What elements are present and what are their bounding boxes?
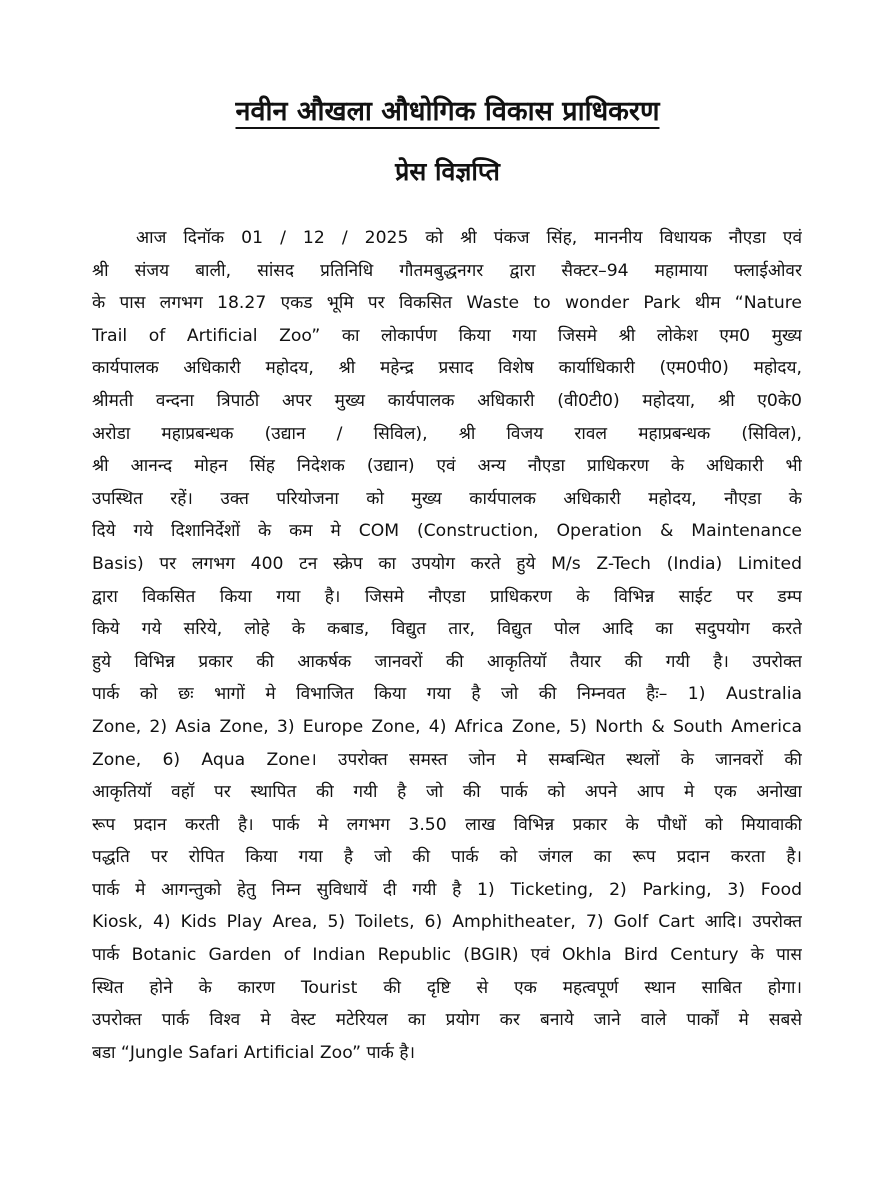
body-line: किये गये सरिये, लोहे के कबाड, विद्युत तार, विद्युत पोल आदि का सदुपयोग करते	[92, 619, 802, 640]
body-line: Trail of Artificial Zoo” का लोकार्पण किया गया जिसमे श्री लोकेश एम0 मुख्य	[92, 325, 802, 346]
body-line: पार्क को छः भागों मे विभाजित किया गया है जो की निम्नवत हैः– 1) Australia	[92, 684, 802, 705]
body-line: द्वारा विकसित किया गया है। जिसमे नौएडा प्राधिकरण के विभिन्न साईट पर डम्प	[92, 586, 802, 607]
body-line: श्रीमती वन्दना त्रिपाठी अपर मुख्य कार्यपालक अधिकारी (वी0टी0) महोदया, श्री ए0के0	[92, 390, 802, 411]
body-line: उपस्थित रहें। उक्त परियोजना को मुख्य कार्यपालक अधिकारी महोदय, नौएडा के	[92, 488, 802, 509]
body-line: रूप प्रदान करती है। पार्क मे लगभग 3.50 लाख विभिन्न प्रकार के पौधों को मियावाकी	[92, 814, 802, 835]
body-line: कार्यपालक अधिकारी महोदय, श्री महेन्द्र प्रसाद विशेष कार्याधिकारी (एम0पी0) महोदय,	[92, 358, 802, 379]
body-line: Basis) पर लगभग 400 टन स्क्रेप का उपयोग करते हुये M/s Z-Tech (India) Limited	[92, 553, 802, 574]
body-line: पार्क मे आगन्तुको हेतु निम्न सुविधायें दी गयी है 1) Ticketing, 2) Parking, 3) Food	[92, 879, 802, 900]
body-line: Zone, 6) Aqua Zone। उपरोक्त समस्त जोन मे सम्बन्धित स्थलों के जानवरों की	[92, 749, 802, 770]
body-line: पद्धति पर रोपित किया गया है जो की पार्क को जंगल का रूप प्रदान करता है।	[92, 847, 802, 868]
body-line: स्थित होने के कारण Tourist की दृष्टि से एक महत्वपूर्ण स्थान साबित होगा।	[92, 977, 802, 998]
body-line: दिये गये दिशानिर्देशों के कम मे COM (Construction, Operation & Maintenance	[92, 521, 802, 542]
document-subtitle: प्रेस विज्ञप्ति	[395, 157, 500, 186]
body-line: Kiosk, 4) Kids Play Area, 5) Toilets, 6) Amphitheater, 7) Golf Cart आदि। उपरोक्त	[92, 912, 802, 933]
body-line: बडा “Jungle Safari Artificial Zoo” पार्क है।	[92, 1042, 415, 1063]
body-line: श्री संजय बाली, सांसद प्रतिनिधि गौतमबुद्धनगर द्वारा सैक्टर–94 महामाया फ्लाईओवर	[92, 260, 802, 281]
body-line: के पास लगभग 18.27 एकड भूमि पर विकसित Waste to wonder Park थीम “Nature	[92, 293, 802, 314]
body-line: अरोडा महाप्रबन्धक (उद्यान / सिविल), श्री विजय रावल महाप्रबन्धक (सिविल),	[92, 423, 802, 444]
body-line: Zone, 2) Asia Zone, 3) Europe Zone, 4) Africa Zone, 5) North & South America	[92, 716, 802, 737]
body-line: आकृतियॉ वहॉ पर स्थापित की गयी है जो की पार्क को अपने आप मे एक अनोखा	[92, 782, 802, 803]
body-line: हुये विभिन्न प्रकार की आकर्षक जानवरों की आकृतियॉ तैयार की गयी है। उपरोक्त	[92, 651, 802, 672]
document-title	[0, 92, 895, 132]
document-title-text: नवीन औखला औधोगिक विकास प्राधिकरण	[235, 96, 660, 127]
body-line: पार्क Botanic Garden of Indian Republic (BGIR) एवं Okhla Bird Century के पास	[92, 945, 802, 966]
press-release-body	[92, 222, 802, 1069]
body-line: आज दिनॉक 01 / 12 / 2025 को श्री पंकज सिंह, माननीय विधायक नौएडा एवं	[136, 228, 802, 248]
body-line: उपरोक्त पार्क विश्व मे वेस्ट मटेरियल का प्रयोग कर बनाये जाने वाले पार्कों मे सबसे	[92, 1010, 802, 1031]
body-line: श्री आनन्द मोहन सिंह निदेशक (उद्यान) एवं अन्य नौएडा प्राधिकरण के अधिकारी भी	[92, 456, 802, 477]
